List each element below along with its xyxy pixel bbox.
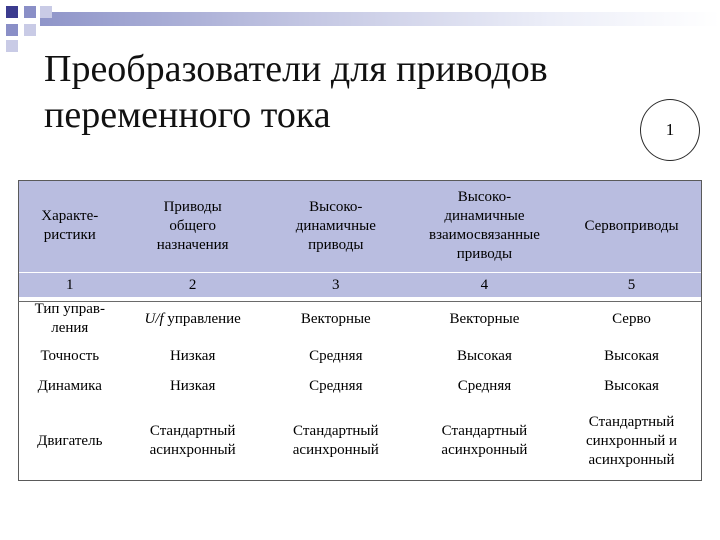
decorative-gradient-bar [40, 12, 720, 26]
decorative-square [6, 6, 18, 18]
table-divider [18, 301, 702, 302]
slide-title-line1: Преобразователи для приводов [44, 48, 548, 90]
table-row-motor [18, 401, 702, 481]
table-cell [122, 401, 264, 481]
table-cell: Низкая [169, 377, 216, 394]
header-cell-general-drives [122, 180, 264, 273]
row-label-motor: Двигатель [37, 432, 103, 449]
cell-uf-control [122, 297, 264, 341]
cell-text: Стандартный [441, 423, 528, 439]
header-text: Приводы [163, 198, 222, 215]
page-number-circle [640, 99, 700, 161]
header-text: взаимосвязанные [428, 227, 540, 243]
uf-suffix: управление [163, 310, 241, 327]
cell-text: асинхронный [149, 442, 236, 458]
header-cell-characteristics [18, 180, 122, 273]
cell-text: асинхронный [441, 442, 528, 458]
decorative-square [6, 24, 18, 36]
header-text: приводы [456, 246, 513, 262]
decorative-square [40, 6, 52, 18]
header-text: Сервоприводы [584, 217, 679, 234]
cell-text: Стандартный [293, 423, 379, 439]
decorative-square [24, 6, 36, 18]
header-text: ристики [43, 227, 96, 243]
table-cell [408, 401, 561, 481]
decorative-square [6, 40, 18, 52]
row-label-dynamics: Динамика [37, 377, 102, 394]
table-cell [561, 401, 702, 481]
header-cell-high-dynamic-drives [264, 180, 408, 273]
cell-text: Стандартный [588, 413, 675, 430]
decorative-square [24, 24, 36, 36]
header-text: Высоко- [457, 189, 512, 205]
row-label-accuracy: Точность [40, 347, 100, 364]
column-number: 3 [264, 273, 408, 298]
page-number: 1 [665, 120, 675, 139]
table-cell: Средняя [309, 377, 363, 394]
header-text: общего [169, 217, 216, 234]
table-number-row [18, 273, 702, 298]
header-text: Характе- [41, 208, 99, 224]
cell-text: асинхронный [292, 442, 379, 458]
table-cell: Низкая [169, 347, 216, 364]
header-text: приводы [308, 236, 364, 253]
slide-title [44, 46, 644, 138]
table-cell: Векторные [300, 310, 371, 327]
table-cell: Векторные [449, 310, 520, 327]
table-cell: Высокая [604, 377, 659, 394]
header-text: Высоко- [309, 198, 363, 215]
cell-text: асинхронный [588, 451, 675, 468]
table-cell [264, 401, 408, 481]
slide-title-line2: переменного тока [44, 94, 331, 136]
table-row-accuracy [18, 341, 702, 371]
header-cell-interconnected-drives [408, 180, 561, 273]
table-cell: Высокая [604, 347, 659, 364]
row-label-control-type [18, 297, 122, 341]
table-cell: Серво [612, 310, 651, 327]
table-cell: Средняя [457, 377, 512, 394]
column-number: 1 [18, 273, 122, 298]
row-label-text: Тип управ- [34, 301, 105, 317]
comparison-table [18, 180, 702, 481]
header-text: динамичные [295, 217, 376, 234]
column-number: 4 [408, 273, 561, 298]
cell-text: синхронный и [585, 432, 678, 449]
table-cell: Средняя [309, 347, 363, 364]
uf-italic: U/f [144, 310, 164, 327]
table-row-control-type [18, 297, 702, 341]
table-cell: Высокая [457, 347, 512, 364]
header-text: динамичные [444, 208, 525, 224]
column-number: 5 [561, 273, 702, 298]
table-row-dynamics [18, 371, 702, 401]
column-number: 2 [122, 273, 264, 298]
table-header-row [18, 180, 702, 273]
cell-text: Стандартный [149, 423, 236, 439]
header-text: назначения [156, 236, 229, 253]
row-label-text: ления [51, 320, 89, 336]
header-cell-servo-drives [561, 180, 702, 273]
